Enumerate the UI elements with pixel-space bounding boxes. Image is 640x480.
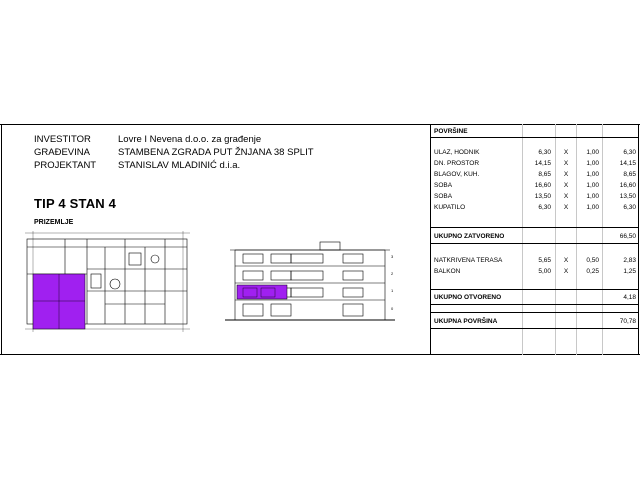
- unit-title: TIP 4 STAN 4: [34, 196, 117, 211]
- header-row-architect: [34, 159, 314, 172]
- floor-plan-drawing: [25, 229, 190, 334]
- room-name: KUPATILO: [434, 204, 466, 211]
- table-row: [431, 255, 639, 266]
- grand-total-label: UKUPNA POVRŠINA: [434, 318, 498, 325]
- room-total: 6,30: [623, 149, 636, 156]
- room-factor: 0,25: [586, 268, 599, 275]
- room-x: X: [563, 149, 569, 156]
- room-name: SOBA: [434, 182, 453, 189]
- room-name: ULAZ, HODNIK: [434, 149, 480, 156]
- room-name: BLAGOV, KUH.: [434, 171, 480, 178]
- room-factor: 1,00: [586, 182, 599, 189]
- table-row: [431, 202, 639, 213]
- room-name: NATKRIVENA TERASA: [434, 257, 503, 264]
- room-factor: 1,00: [586, 193, 599, 200]
- closed-total-row: [431, 231, 639, 242]
- investor-value: Lovre I Nevena d.o.o. za građenje: [118, 134, 262, 145]
- room-factor: 1,00: [586, 160, 599, 167]
- elevation-floor-label: 0: [391, 306, 394, 311]
- table-row: [431, 191, 639, 202]
- table-header-row: [431, 126, 639, 137]
- sheet-border-left: [1, 124, 2, 355]
- building-label: GRAĐEVINA: [34, 147, 90, 158]
- room-area: 8,65: [538, 171, 551, 178]
- room-area: 6,30: [538, 204, 551, 211]
- room-total: 2,83: [623, 257, 636, 264]
- room-area: 14,15: [534, 160, 551, 167]
- table-row: [431, 180, 639, 191]
- room-x: X: [563, 171, 569, 178]
- room-factor: 0,50: [586, 257, 599, 264]
- room-x: X: [563, 182, 569, 189]
- room-area: 6,30: [538, 149, 551, 156]
- table-row: [431, 147, 639, 158]
- open-total-value: 4,18: [623, 294, 636, 301]
- room-x: X: [563, 257, 569, 264]
- header-row-investor: [34, 133, 314, 146]
- room-x: X: [563, 160, 569, 167]
- room-x: X: [563, 204, 569, 211]
- room-area: 5,00: [538, 268, 551, 275]
- table-row: [431, 266, 639, 277]
- closed-total-value: 66,50: [619, 233, 636, 240]
- room-total: 13,50: [619, 193, 636, 200]
- grand-total-value: 70,78: [619, 318, 636, 325]
- room-total: 8,65: [623, 171, 636, 178]
- room-x: X: [563, 268, 569, 275]
- header-row-building: [34, 146, 314, 159]
- building-elevation: [225, 238, 400, 323]
- table-row: [431, 158, 639, 169]
- room-total: 6,30: [623, 204, 636, 211]
- room-total: 1,25: [623, 268, 636, 275]
- investor-label: INVESTITOR: [34, 134, 91, 145]
- room-name: BALKON: [434, 268, 461, 275]
- room-total: 14,15: [619, 160, 636, 167]
- room-factor: 1,00: [586, 204, 599, 211]
- closed-total-label: UKUPNO ZATVORENO: [434, 233, 505, 240]
- open-total-label: UKUPNO OTVORENO: [434, 294, 502, 301]
- elevation-floor-label: 2: [391, 271, 394, 276]
- table-header: POVRŠINE: [434, 128, 468, 135]
- room-area: 5,65: [538, 257, 551, 264]
- elevation-floor-label: 3: [391, 254, 394, 259]
- grand-total-row: [431, 316, 639, 327]
- open-total-row: [431, 292, 639, 303]
- table-row: [431, 169, 639, 180]
- room-area: 13,50: [534, 193, 551, 200]
- room-name: DN. PROSTOR: [434, 160, 480, 167]
- room-area: 16,60: [534, 182, 551, 189]
- room-x: X: [563, 193, 569, 200]
- floor-label: PRIZEMLJE: [34, 219, 74, 226]
- architect-label: PROJEKTANT: [34, 160, 97, 171]
- area-table: [430, 124, 638, 355]
- project-header: [34, 133, 314, 172]
- elevation-floor-label: 1: [391, 288, 394, 293]
- room-factor: 1,00: [586, 149, 599, 156]
- room-factor: 1,00: [586, 171, 599, 178]
- room-total: 16,60: [619, 182, 636, 189]
- architect-value: STANISLAV MLADINIĆ d.i.a.: [118, 160, 241, 171]
- room-name: SOBA: [434, 193, 453, 200]
- building-value: STAMBENA ZGRADA PUT ŽNJANA 38 SPLIT: [118, 147, 314, 158]
